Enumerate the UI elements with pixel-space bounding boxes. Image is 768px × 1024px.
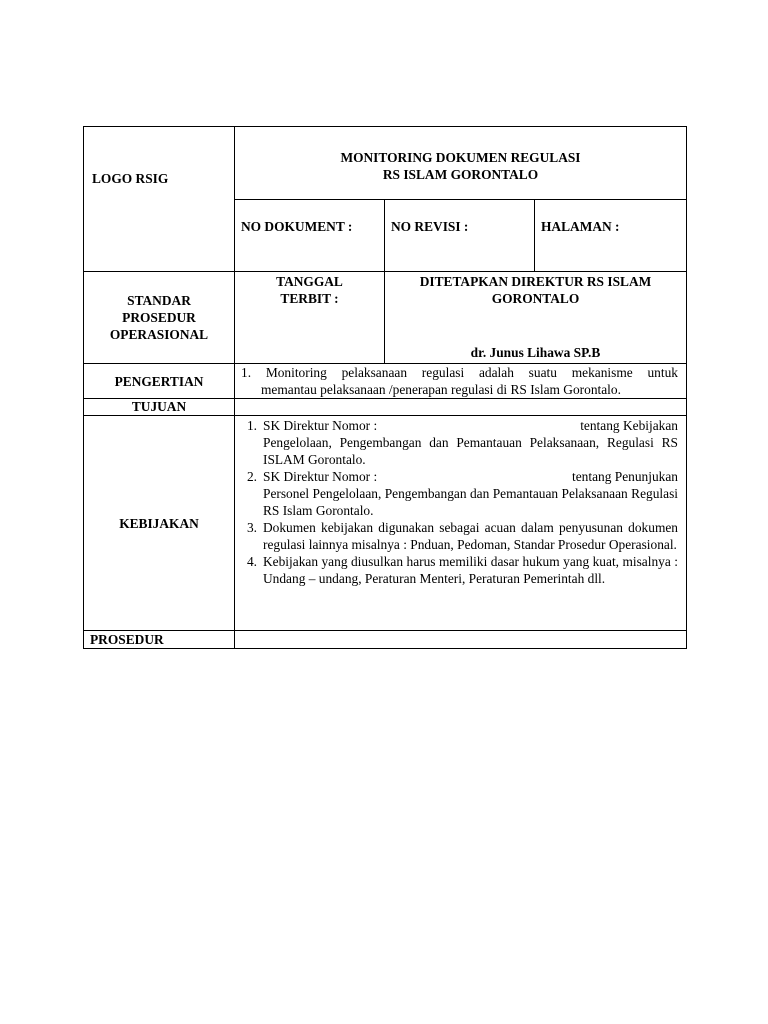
- item-number: 2.: [246, 469, 257, 484]
- spo-line-2: PROSEDUR: [122, 310, 196, 325]
- tanggal-line-2: TERBIT :: [280, 291, 339, 306]
- spo-label: [84, 272, 235, 364]
- spo-line-1: STANDAR: [127, 293, 191, 308]
- pengertian-line-1: 1. Monitoring pelaksanaan regulasi adalah suatu mekanisme untuk: [241, 365, 678, 380]
- no-revisi-cell: [385, 200, 535, 272]
- ditetapkan-direktur: [385, 272, 687, 364]
- halaman-cell: [535, 200, 687, 272]
- tujuan-label: TUJUAN: [84, 399, 235, 416]
- title-line-2: RS ISLAM GORONTALO: [382, 167, 539, 182]
- item-number: 4.: [246, 554, 257, 569]
- tujuan-content: [235, 399, 687, 416]
- item-3-text: Dokumen kebijakan digunakan sebagai acuan dalam penyusunan dokumen regulasi lainnya misalnya : Pnduan, Pedoman, Standar Prosedur Operasional.: [263, 520, 678, 552]
- tanggal-line-1: TANGGAL: [276, 274, 343, 289]
- logo-label: LOGO RSIG: [92, 171, 169, 186]
- no-dokument-label: NO DOKUMENT :: [241, 219, 353, 234]
- kebijakan-item-1: [235, 417, 678, 468]
- item-number: 3.: [246, 520, 257, 535]
- item-1-head-left: SK Direktur Nomor :: [263, 418, 378, 433]
- kebijakan-list: [235, 416, 686, 587]
- prosedur-label: PROSEDUR: [84, 631, 235, 649]
- ditetapkan-line-1: DITETAPKAN DIREKTUR RS ISLAM: [419, 274, 652, 289]
- sop-document-table: [83, 126, 687, 649]
- no-revisi-label: NO REVISI :: [391, 219, 469, 234]
- kebijakan-content: [235, 416, 687, 631]
- pengertian-line-2: memantau pelaksanaan /penerapan regulasi di RS Islam Gorontalo.: [261, 382, 621, 397]
- kebijakan-item-2: [235, 468, 678, 519]
- item-1-text: Pengelolaan, Pengembangan dan Pemantauan Pelaksanaan, Regulasi RS ISLAM Gorontalo.: [263, 435, 678, 467]
- no-dokument-cell: [235, 200, 385, 272]
- item-2-head-right: tentang Penunjukan: [572, 469, 678, 484]
- ditetapkan-line-2: GORONTALO: [491, 291, 580, 306]
- kebijakan-label: KEBIJAKAN: [84, 416, 235, 631]
- item-1-head-right: tentang Kebijakan: [580, 418, 678, 433]
- kebijakan-item-3: [235, 519, 678, 553]
- item-2-text: Personel Pengelolaan, Pengembangan dan Pemantauan Pelaksanaan Regulasi RS Islam Gorontalo.: [263, 486, 678, 518]
- kebijakan-item-4: [235, 553, 678, 587]
- item-2-head-left: SK Direktur Nomor :: [263, 469, 378, 484]
- spo-line-3: OPERASIONAL: [109, 327, 209, 342]
- item-4-text: Kebijakan yang diusulkan harus memiliki dasar hukum yang kuat, misalnya : Undang – undang, Peraturan Menteri, Peraturan Pemerintah dll.: [263, 554, 678, 586]
- tanggal-terbit: [235, 272, 385, 364]
- halaman-label: HALAMAN :: [541, 219, 620, 234]
- document-title: [235, 127, 687, 200]
- item-number: 1.: [246, 418, 257, 433]
- signatory-name: dr. Junus Lihawa SP.B: [470, 345, 601, 360]
- prosedur-content: [235, 631, 687, 649]
- pengertian-label: PENGERTIAN: [84, 364, 235, 399]
- title-line-1: MONITORING DOKUMEN REGULASI: [340, 150, 581, 165]
- pengertian-content: [235, 364, 687, 399]
- logo-placeholder: [84, 127, 235, 272]
